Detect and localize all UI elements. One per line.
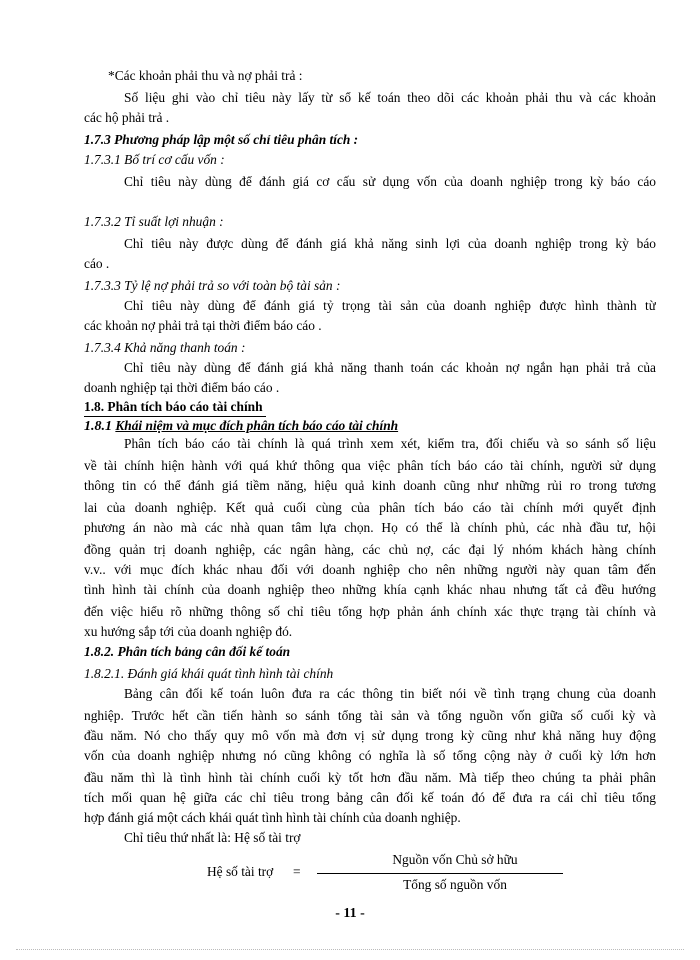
paragraph-line: xu hướng sắp tới của doanh nghiệp đó. <box>84 624 293 639</box>
page-number: - 11 - <box>335 906 365 921</box>
heading-title: Khái niệm và mục đích phân tích báo cáo tài chính <box>115 418 399 433</box>
subsection-heading-1-8-2: 1.8.2. Phân tích bảng cân đối kế toán <box>84 644 291 659</box>
paragraph-line: về tài chính hiện hành với quá khứ thông qua việc phân tích báo cáo tài chính, người sử dụng <box>84 458 656 473</box>
paragraph-line: tích mối quan hệ giữa các chỉ tiêu trong bảng cân đối kế toán đó để đưa ra cái chỉ tiêu tổng <box>84 790 656 805</box>
formula-numerator: Nguồn vốn Chủ sở hữu <box>392 852 518 867</box>
paragraph-line: nghiệp. Trước hết cần tiến hành so sánh tổng tài sản và tổng nguồn vốn giữa số cuối kỳ và <box>84 708 656 723</box>
subsection-heading-1-8-2-1: 1.8.2.1. Đánh giá khái quát tình hình tài chính <box>84 666 334 681</box>
paragraph-line: đầu năm thì là tình hình tài chính cuối kỳ tốt hơn đầu năm. Mà tiếp theo chúng ta phải phân <box>84 770 656 785</box>
section-heading-1-8: 1.8. Phân tích báo cáo tài chính <box>84 398 266 417</box>
paragraph-line: lai của doanh nghiệp. Kết quả cuối cùng của phân tích báo cáo tài chính mới quyết định <box>84 500 656 515</box>
formula-equals: = <box>293 864 301 879</box>
paragraph-line: các khoản nợ phải trả tại thời điểm báo cáo . <box>84 318 322 333</box>
paragraph-line: Chỉ tiêu này dùng để đánh giá tỷ trọng tài sản của doanh nghiệp được hình thành từ <box>124 298 656 313</box>
paragraph-line: Bảng cân đối kế toán luôn đưa ra các thông tin biết nói về tình trạng chung của doanh <box>124 686 656 701</box>
paragraph-line: đầu năm. Nó cho thấy quy mô vốn mà đơn vị sử dụng trong kỳ cũng như khả năng huy động <box>84 728 656 743</box>
formula-label: Hệ số tài trợ <box>207 864 274 879</box>
paragraph-line: các hộ phải trả . <box>84 110 170 125</box>
paragraph-line: Phân tích báo cáo tài chính là quá trình xem xét, kiểm tra, đối chiếu và so sánh số liệu <box>124 436 656 451</box>
subsection-heading-1-7-3-1: 1.7.3.1 Bố trí cơ cấu vốn : <box>84 152 225 167</box>
paragraph-receivables-heading: *Các khoản phải thu và nợ phải trả : <box>108 68 303 83</box>
paragraph-line: doanh nghiệp tại thời điểm báo cáo . <box>84 380 280 395</box>
paragraph-line: Chỉ tiêu này dùng để đánh giá cơ cấu sử dụng vốn của doanh nghiệp trong kỳ báo cáo <box>124 174 656 189</box>
paragraph-line: tình hình tài chính của doanh nghiệp theo những khía cạnh khác nhau nhưng tất cả đều hướng <box>84 582 656 597</box>
paragraph-line: đồng quản trị doanh nghiệp, các ngân hàng, các chủ nợ, các đại lý nhóm khách hàng chính <box>84 542 656 557</box>
page-bottom-divider <box>16 949 684 950</box>
paragraph-line: v.v.. với mục đích khác nhau đối với doanh nghiệp cho nên những người này quan tâm đến <box>84 562 656 577</box>
paragraph-line: hợp đánh giá một cách khái quát tình hình tài chính của doanh nghiệp. <box>84 810 461 825</box>
section-heading-1-7-3: 1.7.3 Phương pháp lập một số chỉ tiêu phân tích : <box>84 132 359 147</box>
paragraph-line: Chỉ tiêu này được dùng để đánh giá khả năng sinh lợi của doanh nghiệp trong kỳ báo <box>124 236 656 251</box>
paragraph-line: đến việc hiểu rõ những thông số chỉ tiêu tổng hợp phản ánh chính xác thực trạng tài chính và <box>84 604 656 619</box>
paragraph-line: Số liệu ghi vào chỉ tiêu này lấy từ sổ kế toán theo dõi các khoản phải thu và các khoản <box>124 90 656 105</box>
paragraph-line: Chỉ tiêu thứ nhất là: Hệ số tài trợ <box>124 830 301 845</box>
paragraph-line: phương án nào mà các nhà quan tâm lựa chọn. Họ có thể là chính phủ, các nhà đầu tư, hội <box>84 520 656 535</box>
paragraph-line: vốn của doanh nghiệp nhưng nó cũng không có nghĩa là số tổng cộng này ở cuối kỳ lớn hơn <box>84 748 656 763</box>
subsection-heading-1-7-3-4: 1.7.3.4 Khả năng thanh toán : <box>84 340 246 355</box>
paragraph-line: Chỉ tiêu này dùng để đánh giá khả năng thanh toán các khoản nợ ngắn hạn phải trả của <box>124 360 656 375</box>
formula-denominator: Tổng số nguồn vốn <box>403 877 507 892</box>
paragraph-line: cáo . <box>84 256 110 271</box>
subsection-heading-1-7-3-2: 1.7.3.2 Tỉ suất lợi nhuận : <box>84 214 224 229</box>
paragraph-line: thông tin có thể đánh giá tiềm năng, hiệu quả kinh doanh cũng như những rủi ro trong tương <box>84 478 656 493</box>
fraction-bar <box>317 873 563 874</box>
subsection-heading-1-7-3-3: 1.7.3.3 Tỷ lệ nợ phải trả so với toàn bộ tài sản : <box>84 278 341 293</box>
heading-number: 1.8.1 <box>84 419 112 434</box>
